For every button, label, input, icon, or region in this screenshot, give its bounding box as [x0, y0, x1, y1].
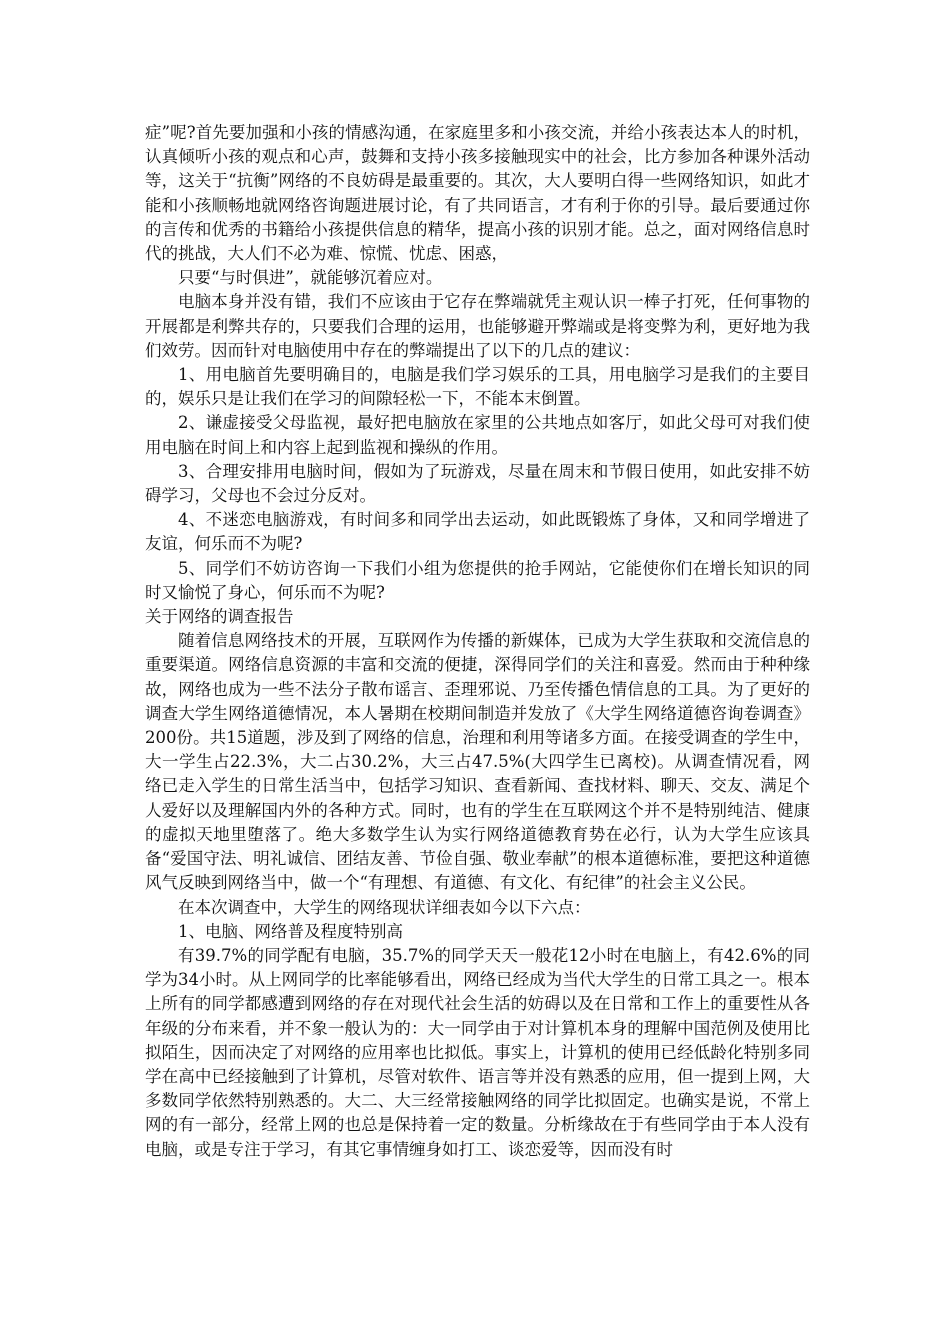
list-item: 1、用电脑首先要明确目的，电脑是我们学习娱乐的工具，用电脑学习是我们的主要目的，娱乐只是让我们在学习的间隙轻松一下，不能本末倒置。 [145, 365, 810, 409]
section-heading: 关于网络的调查报告 [145, 607, 294, 627]
paragraph: 只要“与时俱进”，就能够沉着应对。 [178, 268, 443, 288]
list-item: 4、不迷恋电脑游戏，有时间多和同学出去运动，如此既锻炼了身体，又和同学增进了友谊，何乐而不为呢? [145, 510, 810, 554]
list-item: 2、谦虚接受父母监视，最好把电脑放在家里的公共地点如客厅，如此父母可对我们使用电脑在时间上和内容上起到监视和操纵的作用。 [145, 413, 810, 457]
paragraph: 电脑本身并没有错，我们不应该由于它存在弊端就凭主观认识一棒子打死，任何事物的开展都是利弊共存的，只要我们合理的运用，也能够避开弊端或是将变弊为利，更好地为我们效劳。因而针对电脑使用中存在的弊端提出了以下的几点的建议： [145, 292, 810, 360]
paragraph: 随着信息网络技术的开展，互联网作为传播的新媒体，已成为大学生获取和交流信息的重要渠道。网络信息资源的丰富和交流的便捷，深得同学们的关注和喜爱。然而由于种种缘故，网络也成为一些不法分子散布谣言、歪理邪说、乃至传播色情信息的工具。为了更好的调查大学生网络道德情况，本人暑期在校期间制造并发放了《大学生网络道德咨询卷调查》200份。共15道题，涉及到了网络的信息，治理和利用等诸多方面。在接受调查的学生中，大一学生占22.3%，大二占30.2%，大三占47.5%(大四学生已离校)。从调查情况看，网络已走入学生的日常生活当中，包括学习知识、查看新闻、查找材料、聊天、交友、满足个人爱好以及理解国内外的各种方式。同时，也有的学生在互联网这个并不是特别纯洁、健康的虚拟天地里堕落了。绝大多数学生认为实行网络道德教育势在必行，认为大学生应该具备“爱国守法、明礼诚信、团结友善、节俭自强、敬业奉献”的根本道德标准，要把这种道德风气反映到网络当中，做一个“有理想、有道德、有文化、有纪律”的社会主义公民。 [145, 631, 810, 893]
list-item: 3、合理安排用电脑时间，假如为了玩游戏，尽量在周末和节假日使用，如此安排不妨碍学习，父母也不会过分反对。 [145, 461, 810, 506]
list-item: 5、同学们不妨访咨询一下我们小组为您提供的抢手网站，它能使你们在增长知识的同时又愉悦了身心，何乐而不为呢? [145, 558, 810, 602]
document-page [145, 121, 810, 1162]
paragraph: 在本次调查中，大学生的网络现状详细表如今以下六点： [178, 897, 591, 917]
subsection-heading: 1、电脑、网络普及程度特别高 [178, 921, 403, 941]
paragraph: 症”呢?首先要加强和小孩的情感沟通，在家庭里多和小孩交流，并给小孩表达本人的时机，认真倾听小孩的观点和心声，鼓舞和支持小孩多接触现实中的社会，比方参加各种课外活动等，这关于“抗衡”网络的不良妨碍是最重要的。其次，大人要明白得一些网络知识，如此才能和小孩顺畅地就网络咨询题进展讨论，有了共同语言，才有利于你的引导。最后要通过你的言传和优秀的书籍给小孩提供信息的精华，提高小孩的识别才能。总之，面对网络信息时代的挑战，大人们不必为难、惊慌、忧虑、困惑， [145, 123, 810, 264]
paragraph: 有39.7%的同学配有电脑，35.7%的同学天天一般花12小时在电脑上，有42.6%的同学为34小时。从上网同学的比率能够看出，网络已经成为当代大学生的日常工具之一。根本上所有的同学都感遭到网络的存在对现代社会生活的妨碍以及在日常和工作上的重要性从各年级的分布来看，并不象一般认为的：大一同学由于对计算机本身的理解中国范例及使用比拟陌生，因而决定了对网络的应用率也比拟低。事实上，计算机的使用已经低龄化特别多同学在高中已经接触到了计算机，尽管对软件、语言等并没有熟悉的应用，但一提到上网，大多数同学依然特别熟悉的。大二、大三经常接触网络的同学比拟固定。也确实是说，不常上网的有一部分，经常上网的也总是保持着一定的数量。分析缘故在于有些同学由于本人没有电脑，或是专注于学习，有其它事情缠身如打工、谈恋爱等，因而没有时 [145, 945, 810, 1159]
